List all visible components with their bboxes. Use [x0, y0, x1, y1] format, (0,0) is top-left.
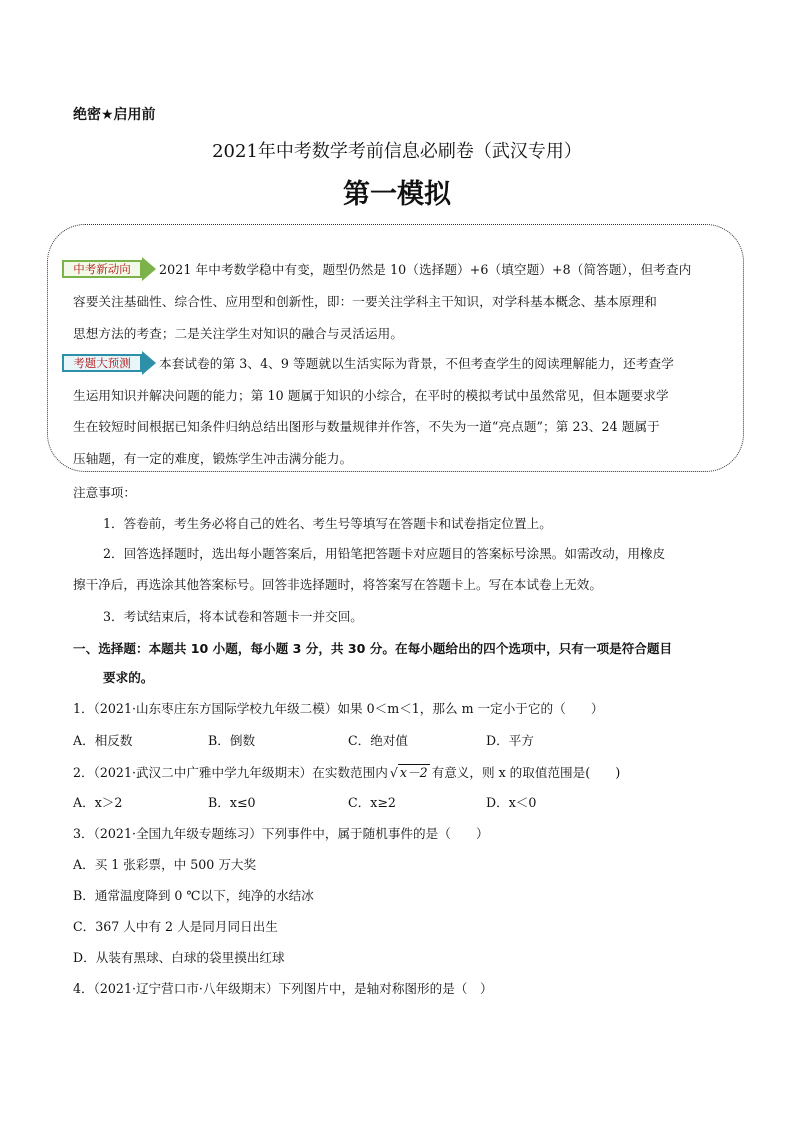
tag-prediction-label: 考题大预测 [62, 354, 142, 372]
question-2-option-d[interactable]: D．x＜0 [486, 795, 537, 810]
question-1-stem: 1．（2021·山东枣庄东方国际学校九年级二模）如果 0＜m＜1，那么 m 一定小于它的（ ） [73, 701, 604, 716]
box-text-line: 容要关注基础性、综合性、应用型和创新性，即：一要关注学科主干知识，对学科基本概念、基本原理和 [73, 294, 657, 309]
question-3-option-c[interactable]: C．367 人中有 2 人是同月同日出生 [73, 919, 278, 934]
question-2-option-a[interactable]: A．x＞2 [73, 795, 123, 810]
question-2-option-c[interactable]: C．x≥2 [348, 795, 396, 810]
question-2-stem-post: 有意义，则 x 的取值范围是( ) [431, 765, 621, 780]
note-item-continued: 擦干净后，再选涂其他答案标号。回答非选择题时，将答案写在答题卡上。写在本试卷上无效。 [73, 577, 602, 592]
question-1-option-d[interactable]: D．平方 [486, 733, 534, 748]
box-text-line: 生运用知识并解决问题的能力；第 10 题属于知识的小综合，在平时的模拟考试中虽然常见，但本题要求学 [73, 388, 669, 403]
box-text-line: 生在较短时间根据已知条件归纳总结出图形与数量规律并作答，不失为一道“亮点题”；第 23、24 题属于 [73, 419, 660, 434]
arrow-right-icon [142, 351, 156, 375]
confidential-label: 绝密★启用前 [73, 107, 156, 123]
exam-subtitle: 第一模拟 [343, 179, 451, 210]
question-1-option-b[interactable]: B．倒数 [208, 733, 256, 748]
note-item: 1．答卷前，考生务必将自己的姓名、考生号等填写在答题卡和试卷指定位置上。 [103, 516, 552, 531]
sqrt-expression: √ x－2 [389, 765, 428, 780]
question-2-stem-pre: 2．（2021·武汉二中广雅中学九年级期末）在实数范围内 [73, 765, 388, 780]
question-3-option-d[interactable]: D．从装有黑球、白球的袋里摸出红球 [73, 950, 285, 965]
arrow-right-icon [142, 257, 156, 281]
question-4-stem: 4．（2021·辽宁营口市·八年级期末）下列图片中，是轴对称图形的是（ ） [73, 981, 493, 996]
notes-title: 注意事项： [73, 485, 136, 500]
question-3-stem: 3．（2021·全国九年级专题练习）下列事件中，属于随机事件的是（ ） [73, 826, 489, 841]
section-heading-continued: 要求的。 [103, 670, 154, 685]
question-2-stem [73, 762, 620, 781]
section-heading: 一、选择题：本题共 10 小题，每小题 3 分，共 30 分。在每小题给出的四个选项中，只有一项是符合题目 [73, 641, 673, 656]
box-text-line: 压轴题，有一定的难度，锻炼学生冲击满分能力。 [73, 451, 353, 466]
box-text-line: 思想方法的考查；二是关注学生对知识的融合与灵活运用。 [73, 326, 404, 341]
question-2-option-b[interactable]: B．x≤0 [208, 795, 256, 810]
question-1-option-c[interactable]: C．绝对值 [348, 733, 409, 748]
question-1-option-a[interactable]: A．相反数 [73, 733, 133, 748]
question-3-option-a[interactable]: A．买 1 张彩票，中 500 万大奖 [73, 857, 257, 872]
sqrt-radicand: x－2 [399, 765, 428, 780]
question-3-option-b[interactable]: B．通常温度降到 0 ℃以下，纯净的水结冰 [73, 888, 314, 903]
exam-title: 2021年中考数学考前信息必刷卷（武汉专用） [212, 141, 582, 162]
tag-prediction [62, 351, 156, 375]
box-text-line: 本套试卷的第 3、4、9 等题就以生活实际为背景，不但考查学生的阅读理解能力，还考查学 [159, 356, 674, 371]
tag-new-trend-label: 中考新动向 [62, 260, 142, 278]
note-item: 2．回答选择题时，选出每小题答案后，用铅笔把答题卡对应题目的答案标号涂黑。如需改动，用橡皮 [103, 546, 666, 561]
tag-new-trend [62, 257, 156, 281]
note-item: 3．考试结束后，将本试卷和答题卡一并交回。 [103, 609, 363, 624]
box-text-line: 2021 年中考数学稳中有变，题型仍然是 10（选择题）+6（填空题）+8（简答题），但考查内 [159, 262, 692, 277]
